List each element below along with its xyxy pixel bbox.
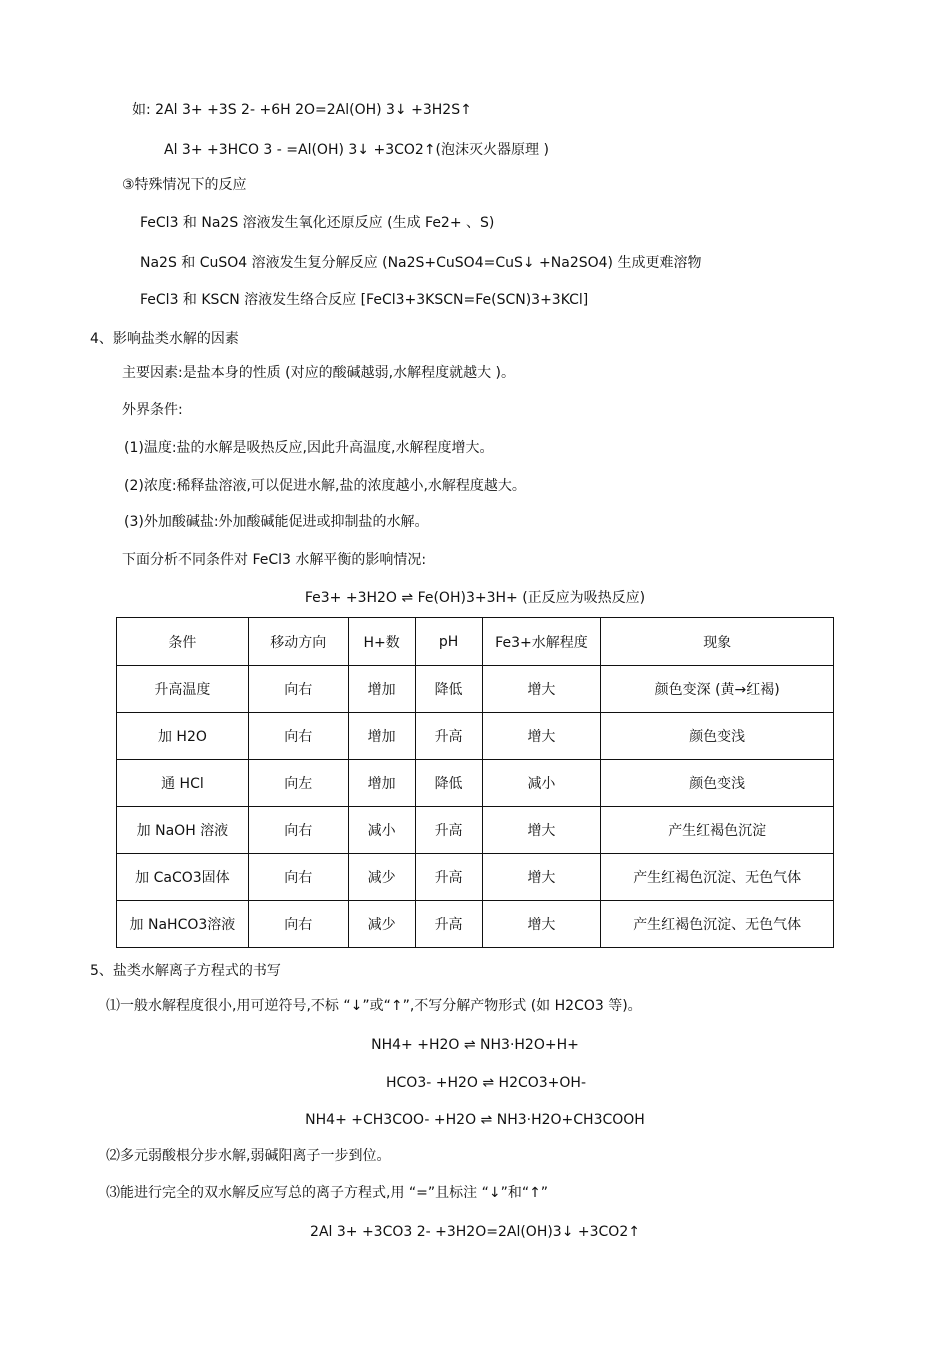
table-cell: 升高 [415, 901, 482, 948]
table-cell: 升高温度 [117, 666, 249, 713]
table-cell: 向左 [248, 760, 348, 807]
condition-concentration: (2)浓度:稀释盐溶液,可以促进水解,盐的浓度越小,水解程度越大。 [124, 478, 526, 494]
table-cell: 增大 [482, 901, 601, 948]
table-cell: 颜色变浅 [601, 713, 834, 760]
example-equation-1: 如: 2Al 3+ +3S 2- +6H 2O=2Al(OH) 3↓ +3H2S↑ [132, 102, 472, 118]
table-header-row [117, 618, 834, 666]
table-cell: 减小 [482, 760, 601, 807]
table-cell: 向右 [248, 901, 348, 948]
table-row [117, 713, 834, 760]
table-cell: 增大 [482, 713, 601, 760]
analysis-intro: 下面分析不同条件对 FeCl3 水解平衡的影响情况: [122, 552, 427, 568]
table-row [117, 666, 834, 713]
special-case-3: FeCl3 和 KSCN 溶液发生络合反应 [FeCl3+3KSCN=Fe(SCN)3+3KCl] [140, 292, 589, 308]
condition-temperature: (1)温度:盐的水解是吸热反应,因此升高温度,水解程度增大。 [124, 440, 494, 456]
table-cell: 增大 [482, 807, 601, 854]
table-cell: 颜色变深 (黄→红褐) [601, 666, 834, 713]
table-cell: 增加 [348, 666, 415, 713]
table-cell: 升高 [415, 854, 482, 901]
header-phenomenon: 现象 [601, 618, 834, 666]
example-equation-2: Al 3+ +3HCO 3 - =Al(OH) 3↓ +3CO2↑(泡沫灭火器原理 ) [164, 142, 549, 158]
table-cell: 降低 [415, 760, 482, 807]
table-cell: 加 NaOH 溶液 [117, 807, 249, 854]
special-cases-heading: ③特殊情况下的反应 [122, 177, 247, 193]
special-case-1: FeCl3 和 Na2S 溶液发生氧化还原反应 (生成 Fe2+ 、S) [140, 215, 495, 231]
ammonium-equation: NH4+ +H2O ⇌ NH3·H2O+H+ [371, 1037, 579, 1053]
table-cell: 升高 [415, 713, 482, 760]
header-hydrolysis-degree: Fe3+水解程度 [482, 618, 601, 666]
table-cell: 增加 [348, 713, 415, 760]
rule-2: ⑵多元弱酸根分步水解,弱碱阳离子一步到位。 [106, 1148, 391, 1164]
table-cell: 减少 [348, 901, 415, 948]
fecl3-hydrolysis-table [116, 617, 834, 948]
header-condition: 条件 [117, 618, 249, 666]
table-cell: 向右 [248, 854, 348, 901]
table-cell: 颜色变浅 [601, 760, 834, 807]
table-cell: 减少 [348, 854, 415, 901]
header-h-count: H+数 [348, 618, 415, 666]
condition-acid-base-salt: (3)外加酸碱盐:外加酸碱能促进或抑制盐的水解。 [124, 514, 429, 530]
table-cell: 加 CaCO3固体 [117, 854, 249, 901]
table-row [117, 807, 834, 854]
double-hydrolysis-equation: 2Al 3+ +3CO3 2- +3H2O=2Al(OH)3↓ +3CO2↑ [310, 1224, 640, 1240]
rule-1: ⑴一般水解程度很小,用可逆符号,不标 “↓”或“↑”,不写分解产物形式 (如 H2CO3 等)。 [106, 998, 642, 1014]
table-cell: 增加 [348, 760, 415, 807]
table-cell: 降低 [415, 666, 482, 713]
header-ph: pH [415, 618, 482, 666]
rule-3: ⑶能进行完全的双水解反应写总的离子方程式,用 “=”且标注 “↓”和“↑” [106, 1185, 549, 1201]
table-row [117, 760, 834, 807]
table-cell: 加 H2O [117, 713, 249, 760]
table-cell: 增大 [482, 666, 601, 713]
ammonium-acetate-equation: NH4+ +CH3COO- +H2O ⇌ NH3·H2O+CH3COOH [305, 1112, 645, 1128]
table-cell: 减小 [348, 807, 415, 854]
table-cell: 产生红褐色沉淀、无色气体 [601, 854, 834, 901]
table-cell: 通 HCl [117, 760, 249, 807]
external-conditions: 外界条件: [122, 402, 183, 418]
table-cell: 向右 [248, 666, 348, 713]
table-cell: 产生红褐色沉淀、无色气体 [601, 901, 834, 948]
header-direction: 移动方向 [248, 618, 348, 666]
table-row [117, 854, 834, 901]
special-case-2: Na2S 和 CuSO4 溶液发生复分解反应 (Na2S+CuSO4=CuS↓ +Na2SO4) 生成更难溶物 [140, 255, 702, 271]
table-cell: 产生红褐色沉淀 [601, 807, 834, 854]
table-row [117, 901, 834, 948]
table-cell: 增大 [482, 854, 601, 901]
table-cell: 升高 [415, 807, 482, 854]
main-factor: 主要因素:是盐本身的性质 (对应的酸碱越弱,水解程度就越大 )。 [122, 365, 515, 381]
fecl3-equilibrium-equation: Fe3+ +3H2O ⇌ Fe(OH)3+3H+ (正反应为吸热反应) [304, 590, 646, 606]
bicarbonate-equation: HCO3- +H2O ⇌ H2CO3+OH- [386, 1075, 587, 1091]
section-5-heading: 5、盐类水解离子方程式的书写 [90, 963, 281, 979]
table-cell: 加 NaHCO3溶液 [117, 901, 249, 948]
table-cell: 向右 [248, 807, 348, 854]
section-4-heading: 4、影响盐类水解的因素 [90, 331, 239, 347]
table-cell: 向右 [248, 713, 348, 760]
